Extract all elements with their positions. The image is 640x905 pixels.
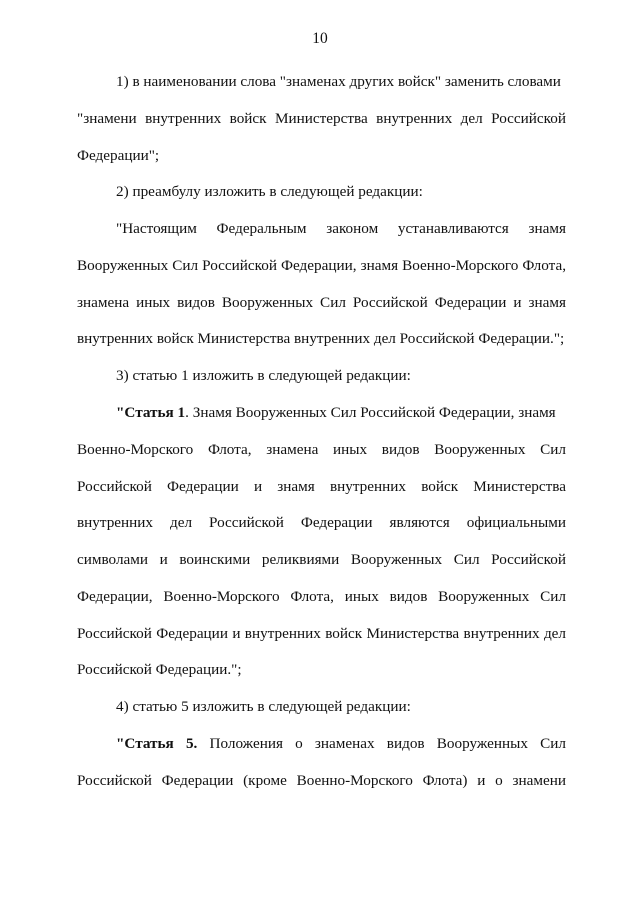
text-line bbox=[116, 734, 566, 754]
text-line: Военно-Морского Флота, знамена иных видов Вооруженных Сил bbox=[77, 441, 566, 458]
page-number: 10 bbox=[312, 30, 328, 47]
text-line: 2) преамбулу изложить в следующей редакции: bbox=[116, 183, 423, 200]
text-line: знамена иных видов Вооруженных Сил Российской Федерации и знамя bbox=[77, 294, 566, 311]
text-line: "Настоящим Федеральным законом устанавливаются знамя bbox=[116, 220, 566, 237]
text-line: Российской Федерации."; bbox=[77, 661, 242, 678]
text-line: Вооруженных Сил Российской Федерации, знамя Военно-Морского Флота, bbox=[77, 257, 566, 274]
text-line: внутренних войск Министерства внутренних дел Российской Федерации."; bbox=[77, 330, 565, 347]
text-line: 3) статью 1 изложить в следующей редакции: bbox=[116, 367, 411, 384]
text-line: Федерации"; bbox=[77, 147, 160, 164]
text-line: Федерации, Военно-Морского Флота, иных видов Вооруженных Сил bbox=[77, 588, 566, 605]
text-line: внутренних дел Российской Федерации являются официальными bbox=[77, 514, 566, 531]
text-line bbox=[116, 403, 556, 423]
text-span: . Знамя Вооруженных Сил Российской Федерации, знамя bbox=[185, 404, 556, 421]
article-heading: "Статья 1 bbox=[116, 404, 186, 421]
text-line: 1) в наименовании слова "знаменах других войск" заменить словами bbox=[116, 73, 561, 90]
text-line: Российской Федерации (кроме Военно-Морского Флота) и о знамени bbox=[77, 772, 566, 789]
text-line: символами и воинскими реликвиями Вооруженных Сил Российской bbox=[77, 551, 566, 568]
text-line: Российской Федерации и знамя внутренних войск Министерства bbox=[77, 478, 566, 495]
text-line: "знамени внутренних войск Министерства внутренних дел Российской bbox=[77, 110, 566, 127]
text-line: 4) статью 5 изложить в следующей редакции: bbox=[116, 698, 411, 715]
text-span: Положения о знаменах видов Вооруженных Сил bbox=[197, 735, 566, 752]
text-line: Российской Федерации и внутренних войск Министерства внутренних дел bbox=[77, 625, 566, 642]
article-heading: "Статья 5. bbox=[116, 735, 198, 752]
